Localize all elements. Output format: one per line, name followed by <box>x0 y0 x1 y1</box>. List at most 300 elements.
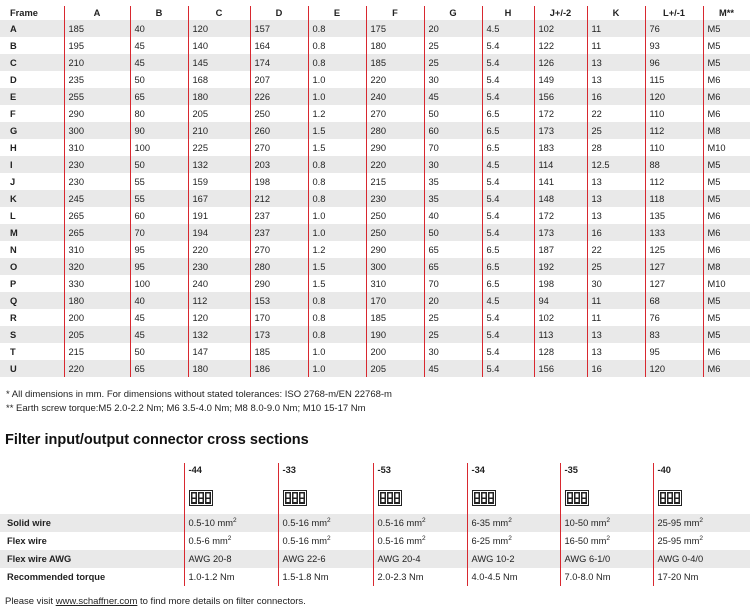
table-cell: M6 <box>703 224 750 241</box>
table-cell: 5.4 <box>482 88 534 105</box>
table-cell: 110 <box>645 105 703 122</box>
frame-label: F <box>0 105 64 122</box>
connector-value-cell <box>278 550 373 568</box>
table-cell: 200 <box>64 309 130 326</box>
connector-value: 25-95 mm <box>657 518 700 528</box>
empty-cell <box>0 483 184 514</box>
table-cell: 190 <box>366 326 424 343</box>
unit-exponent: 2 <box>421 517 426 524</box>
table-cell: 1.0 <box>308 88 366 105</box>
table-cell: 148 <box>534 190 587 207</box>
table-cell: M5 <box>703 156 750 173</box>
table-cell: 125 <box>645 241 703 258</box>
table-row <box>0 258 750 275</box>
frame-label: H <box>0 139 64 156</box>
table-cell: 45 <box>130 54 188 71</box>
table-cell: 215 <box>64 343 130 360</box>
table-cell: 5.4 <box>482 326 534 343</box>
table-cell: M5 <box>703 190 750 207</box>
table-cell: 22 <box>587 105 645 122</box>
frame-label: J <box>0 173 64 190</box>
column-header: G <box>424 6 482 20</box>
connector-value: AWG 20-8 <box>188 554 232 564</box>
table-cell: 237 <box>250 224 308 241</box>
table-cell: 270 <box>366 105 424 122</box>
connector-value-cell <box>184 550 278 568</box>
table-cell: 205 <box>366 360 424 377</box>
connector-code: -33 <box>278 463 373 483</box>
table-cell: 6.5 <box>482 139 534 156</box>
table-cell: 115 <box>645 71 703 88</box>
earth-screw-note: ** Earth screw torque:M5 2.0-2.2 Nm; M6 3.5-4.0 Nm; M8 8.0-9.0 Nm; M10 15-17 Nm <box>6 403 366 414</box>
table-row <box>0 122 750 139</box>
connector-code: -40 <box>653 463 750 483</box>
table-cell: 265 <box>64 224 130 241</box>
table-cell: 94 <box>534 292 587 309</box>
table-cell: 174 <box>250 54 308 71</box>
table-cell: 260 <box>250 122 308 139</box>
connector-value: 6-35 mm <box>471 518 509 528</box>
table-row <box>0 139 750 156</box>
table-cell: 1.0 <box>308 343 366 360</box>
connector-value-cell <box>467 568 560 586</box>
table-cell: 187 <box>534 241 587 258</box>
table-cell: 220 <box>64 360 130 377</box>
table-cell: 168 <box>188 71 250 88</box>
table-cell: 55 <box>130 190 188 207</box>
table-cell: M5 <box>703 292 750 309</box>
table-cell: 55 <box>130 173 188 190</box>
unit-exponent: 2 <box>326 535 331 542</box>
table-cell: 145 <box>188 54 250 71</box>
table-cell: 0.8 <box>308 190 366 207</box>
table-cell: 132 <box>188 326 250 343</box>
table-row <box>0 207 750 224</box>
table-cell: 122 <box>534 37 587 54</box>
table-cell: 240 <box>188 275 250 292</box>
table-cell: 230 <box>366 190 424 207</box>
frame-label: B <box>0 37 64 54</box>
table-cell: 120 <box>645 88 703 105</box>
row-label: Flex wire AWG <box>0 550 184 568</box>
table-row <box>0 241 750 258</box>
table-cell: 16 <box>587 88 645 105</box>
table-cell: 13 <box>587 343 645 360</box>
table-cell: 205 <box>64 326 130 343</box>
connector-value: 0.5-10 mm <box>188 518 233 528</box>
table-cell: 290 <box>250 275 308 292</box>
table-cell: 170 <box>250 309 308 326</box>
connector-code-row <box>0 463 750 483</box>
table-cell: 30 <box>424 156 482 173</box>
table-cell: M10 <box>703 139 750 156</box>
table-row <box>0 37 750 54</box>
table-cell: M5 <box>703 173 750 190</box>
table-cell: 102 <box>534 20 587 37</box>
table-cell: M6 <box>703 343 750 360</box>
table-cell: 11 <box>587 37 645 54</box>
frame-label: E <box>0 88 64 105</box>
table-cell: 0.8 <box>308 20 366 37</box>
table-row <box>0 105 750 122</box>
table-row <box>0 292 750 309</box>
table-cell: 6.5 <box>482 258 534 275</box>
table-cell: 70 <box>130 224 188 241</box>
connector-icon-cell <box>560 483 653 514</box>
table-cell: 330 <box>64 275 130 292</box>
table-cell: 280 <box>250 258 308 275</box>
table-cell: 95 <box>645 343 703 360</box>
table-cell: 45 <box>424 360 482 377</box>
table-cell: 205 <box>188 105 250 122</box>
table-cell: 13 <box>587 326 645 343</box>
table-row <box>0 54 750 71</box>
connector-value-cell <box>653 532 750 550</box>
table-cell: 290 <box>366 241 424 258</box>
frame-label: R <box>0 309 64 326</box>
table-cell: 5.4 <box>482 360 534 377</box>
table-row <box>0 20 750 37</box>
table-cell: 45 <box>130 309 188 326</box>
table-cell: 320 <box>64 258 130 275</box>
table-cell: 156 <box>534 360 587 377</box>
table-cell: 50 <box>424 105 482 122</box>
connector-value: 0.5-16 mm <box>377 518 422 528</box>
frame-table-header <box>0 6 750 20</box>
table-cell: 80 <box>130 105 188 122</box>
table-cell: 6.5 <box>482 122 534 139</box>
table-cell: 83 <box>645 326 703 343</box>
table-cell: 127 <box>645 258 703 275</box>
connector-value-cell <box>278 514 373 532</box>
table-cell: 250 <box>366 207 424 224</box>
table-cell: 198 <box>534 275 587 292</box>
table-cell: 114 <box>534 156 587 173</box>
connector-value-cell <box>373 532 467 550</box>
table-cell: M6 <box>703 241 750 258</box>
table-row <box>0 173 750 190</box>
table-cell: 93 <box>645 37 703 54</box>
table-cell: 11 <box>587 309 645 326</box>
table-cell: 185 <box>366 54 424 71</box>
table-cell: 5.4 <box>482 343 534 360</box>
table-cell: 6.5 <box>482 275 534 292</box>
table-cell: 270 <box>250 139 308 156</box>
unit-exponent: 2 <box>508 535 512 542</box>
table-cell: 11 <box>587 20 645 37</box>
table-cell: 5.4 <box>482 173 534 190</box>
connector-icon-cell <box>653 483 750 514</box>
table-cell: 173 <box>534 224 587 241</box>
table-cell: 141 <box>534 173 587 190</box>
frame-label: G <box>0 122 64 139</box>
terminal-block-icon <box>472 490 496 506</box>
connector-cross-section-table <box>0 463 750 586</box>
table-cell: 50 <box>130 156 188 173</box>
row-label: Flex wire <box>7 536 47 546</box>
table-cell: 180 <box>64 292 130 309</box>
table-cell: 1.2 <box>308 241 366 258</box>
connector-value: 0.5-16 mm <box>282 518 327 528</box>
connector-value-cell <box>560 550 653 568</box>
table-cell: M5 <box>703 309 750 326</box>
table-cell: 0.8 <box>308 292 366 309</box>
table-cell: 95 <box>130 258 188 275</box>
table-cell: 112 <box>188 292 250 309</box>
connector-value: AWG 6-1/0 <box>564 554 611 564</box>
connector-value: AWG 22-6 <box>282 554 326 564</box>
table-cell: 60 <box>130 207 188 224</box>
connector-value: 2.0-2.3 Nm <box>377 572 424 582</box>
table-cell: 25 <box>587 122 645 139</box>
table-cell: 1.5 <box>308 122 366 139</box>
table-row <box>0 224 750 241</box>
unit-exponent: 2 <box>227 535 232 542</box>
table-cell: 45 <box>130 326 188 343</box>
frame-label: U <box>0 360 64 377</box>
table-cell: 100 <box>130 275 188 292</box>
column-header: H <box>482 6 534 20</box>
connector-value: 16-50 mm <box>564 536 607 546</box>
table-cell: 0.8 <box>308 309 366 326</box>
table-cell: 5.4 <box>482 54 534 71</box>
table-cell: 28 <box>587 139 645 156</box>
table-cell: 120 <box>645 360 703 377</box>
table-cell: 156 <box>534 88 587 105</box>
row-label: Solid wire <box>0 514 184 532</box>
connector-icon-cell <box>373 483 467 514</box>
table-cell: 172 <box>534 207 587 224</box>
table-cell: M8 <box>703 122 750 139</box>
table-cell: 310 <box>366 275 424 292</box>
connector-data-row <box>0 514 750 532</box>
schaffner-link[interactable]: www.schaffner.com <box>55 596 138 607</box>
table-cell: 170 <box>366 292 424 309</box>
connector-value-cell <box>278 532 373 550</box>
table-cell: 183 <box>534 139 587 156</box>
column-header: F <box>366 6 424 20</box>
table-cell: 226 <box>250 88 308 105</box>
table-cell: 45 <box>130 37 188 54</box>
connector-code: -44 <box>184 463 278 483</box>
table-cell: 25 <box>424 326 482 343</box>
footer-text-before: Please visit <box>5 596 56 607</box>
column-header: K <box>587 6 645 20</box>
table-cell: 13 <box>587 190 645 207</box>
table-cell: 290 <box>366 139 424 156</box>
table-cell: 255 <box>64 88 130 105</box>
connector-value: 17-20 Nm <box>657 572 699 582</box>
table-row <box>0 360 750 377</box>
connector-value-cell <box>560 514 653 532</box>
table-cell: 6.5 <box>482 105 534 122</box>
unit-exponent: 2 <box>606 517 610 524</box>
table-cell: 220 <box>366 156 424 173</box>
connector-value: 4.0-4.5 Nm <box>471 572 518 582</box>
table-cell: 290 <box>64 105 130 122</box>
table-cell: 5.4 <box>482 37 534 54</box>
table-cell: 118 <box>645 190 703 207</box>
table-cell: 200 <box>366 343 424 360</box>
connector-value-cell <box>560 532 653 550</box>
terminal-block-icon <box>565 490 589 506</box>
table-cell: 40 <box>130 292 188 309</box>
table-cell: 50 <box>130 71 188 88</box>
table-cell: 50 <box>130 343 188 360</box>
table-cell: M6 <box>703 360 750 377</box>
empty-cell <box>0 463 184 483</box>
table-cell: 95 <box>130 241 188 258</box>
table-cell: 1.0 <box>308 360 366 377</box>
connector-value-cell <box>373 514 467 532</box>
column-header: E <box>308 6 366 20</box>
frame-dimensions-table <box>0 6 750 377</box>
table-cell: 120 <box>188 309 250 326</box>
table-cell: 22 <box>587 241 645 258</box>
table-cell: 180 <box>366 37 424 54</box>
table-cell: 1.0 <box>308 224 366 241</box>
frame-label: S <box>0 326 64 343</box>
connector-value-cell <box>560 568 653 586</box>
table-cell: M6 <box>703 88 750 105</box>
frame-label: T <box>0 343 64 360</box>
table-cell: 198 <box>250 173 308 190</box>
frame-label: M <box>0 224 64 241</box>
table-cell: 0.8 <box>308 156 366 173</box>
table-cell: 35 <box>424 173 482 190</box>
table-cell: 13 <box>587 207 645 224</box>
table-cell: 250 <box>366 224 424 241</box>
table-cell: 4.5 <box>482 292 534 309</box>
column-header: C <box>188 6 250 20</box>
table-cell: 76 <box>645 309 703 326</box>
table-row <box>0 275 750 292</box>
connector-value: AWG 10-2 <box>471 554 515 564</box>
table-cell: M6 <box>703 105 750 122</box>
table-cell: 195 <box>64 37 130 54</box>
table-cell: 185 <box>250 343 308 360</box>
table-cell: M10 <box>703 275 750 292</box>
table-cell: 6.5 <box>482 241 534 258</box>
table-row <box>0 326 750 343</box>
connector-value: 0.5-16 mm <box>282 536 327 546</box>
table-cell: 147 <box>188 343 250 360</box>
table-cell: 173 <box>250 326 308 343</box>
terminal-block-icon <box>658 490 682 506</box>
connector-value-cell <box>184 568 278 586</box>
connector-data-row <box>0 532 750 550</box>
table-cell: 35 <box>424 190 482 207</box>
table-cell: 180 <box>188 88 250 105</box>
column-header: Frame <box>10 8 38 18</box>
table-cell: 210 <box>188 122 250 139</box>
table-row <box>0 88 750 105</box>
table-row <box>0 156 750 173</box>
connector-value: 25-95 mm <box>657 536 700 546</box>
table-cell: 0.8 <box>308 173 366 190</box>
table-cell: 13 <box>587 173 645 190</box>
table-cell: 185 <box>366 309 424 326</box>
table-cell: 11 <box>587 292 645 309</box>
column-header: B <box>130 6 188 20</box>
table-cell: M8 <box>703 258 750 275</box>
table-cell: 40 <box>130 20 188 37</box>
table-cell: 96 <box>645 54 703 71</box>
table-cell: 13 <box>587 54 645 71</box>
table-cell: 245 <box>64 190 130 207</box>
table-cell: 225 <box>188 139 250 156</box>
table-cell: 220 <box>366 71 424 88</box>
table-cell: 1.5 <box>308 275 366 292</box>
connector-value: AWG 0-4/0 <box>657 554 704 564</box>
column-header: M** <box>703 6 750 20</box>
table-cell: 112 <box>645 173 703 190</box>
table-cell: 65 <box>424 258 482 275</box>
table-row <box>0 71 750 88</box>
connector-value-cell <box>653 514 750 532</box>
table-cell: 5.4 <box>482 190 534 207</box>
table-cell: 215 <box>366 173 424 190</box>
connector-value: 6-25 mm <box>471 536 509 546</box>
table-row <box>0 343 750 360</box>
frame-label: C <box>0 54 64 71</box>
terminal-block-icon <box>283 490 307 506</box>
connector-value-cell <box>467 532 560 550</box>
table-cell: 76 <box>645 20 703 37</box>
frame-label: N <box>0 241 64 258</box>
connector-icon-cell <box>467 483 560 514</box>
connector-value-cell <box>373 550 467 568</box>
table-cell: 70 <box>424 139 482 156</box>
table-row <box>0 309 750 326</box>
table-cell: 167 <box>188 190 250 207</box>
table-cell: 16 <box>587 224 645 241</box>
frame-label: K <box>0 190 64 207</box>
table-cell: 70 <box>424 275 482 292</box>
connector-value-cell <box>653 568 750 586</box>
connector-value-cell <box>467 550 560 568</box>
table-cell: 250 <box>250 105 308 122</box>
table-cell: 102 <box>534 309 587 326</box>
table-cell: 126 <box>534 54 587 71</box>
table-cell: 220 <box>188 241 250 258</box>
table-cell: 175 <box>366 20 424 37</box>
table-cell: 203 <box>250 156 308 173</box>
table-cell: 207 <box>250 71 308 88</box>
table-cell: 1.0 <box>308 207 366 224</box>
table-cell: 88 <box>645 156 703 173</box>
footer-note <box>5 596 306 607</box>
table-cell: 300 <box>64 122 130 139</box>
connector-value-cell <box>278 568 373 586</box>
connector-value: 10-50 mm <box>564 518 607 528</box>
frame-label: O <box>0 258 64 275</box>
frame-label: A <box>0 20 64 37</box>
column-header: J+/-2 <box>534 6 587 20</box>
table-cell: 132 <box>188 156 250 173</box>
connector-data-row <box>0 550 750 568</box>
table-cell: M5 <box>703 20 750 37</box>
connector-icon-cell <box>184 483 278 514</box>
table-cell: 0.8 <box>308 326 366 343</box>
table-cell: 159 <box>188 173 250 190</box>
table-cell: 153 <box>250 292 308 309</box>
table-cell: 310 <box>64 241 130 258</box>
column-header: L+/-1 <box>645 6 703 20</box>
frame-label: I <box>0 156 64 173</box>
table-cell: 149 <box>534 71 587 88</box>
connector-code: -35 <box>560 463 653 483</box>
